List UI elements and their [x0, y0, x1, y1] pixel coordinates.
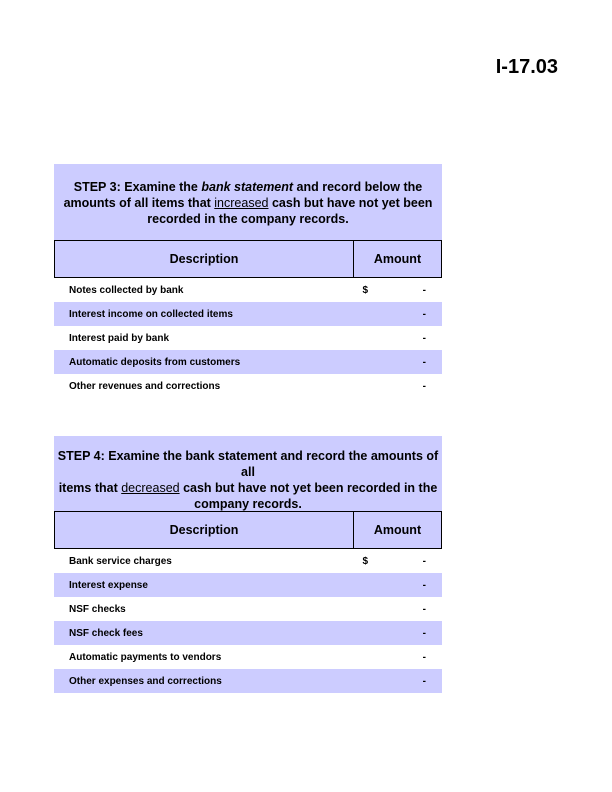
row-amount[interactable]: - — [422, 675, 426, 687]
row-currency: $ — [362, 284, 369, 296]
step4-line2: items that decreased cash but have not yet been recorded in the — [58, 481, 438, 495]
step3-section — [54, 164, 442, 398]
table-row — [54, 669, 442, 693]
step4-description-header: Description — [55, 512, 354, 548]
row-label: Interest expense — [69, 579, 148, 591]
step3-amount-header: Amount — [373, 252, 422, 266]
step3-rows — [54, 278, 442, 398]
row-amount[interactable]: - — [422, 308, 426, 320]
table-row — [54, 326, 442, 350]
row-label: Automatic deposits from customers — [69, 356, 241, 368]
row-amount[interactable]: - — [422, 332, 426, 344]
step4-amount-header: Amount — [373, 523, 422, 537]
table-row — [54, 302, 442, 326]
row-amount[interactable]: - — [422, 627, 426, 639]
row-label: Interest paid by bank — [69, 332, 170, 344]
table-row — [54, 350, 442, 374]
row-amount[interactable]: - — [422, 356, 426, 368]
step4-line3: company records. — [194, 497, 302, 511]
step3-line1: STEP 3: Examine the bank statement and record below the — [73, 180, 423, 194]
row-label: Interest income on collected items — [69, 308, 233, 320]
table-row — [54, 374, 442, 398]
row-label: Notes collected by bank — [69, 284, 184, 296]
table-row — [54, 573, 442, 597]
page-id: I-17.03 — [495, 56, 558, 78]
step3-description-header: Description — [55, 241, 354, 277]
step4-instructions — [54, 436, 442, 511]
row-label: Automatic payments to vendors — [69, 651, 222, 663]
row-amount[interactable]: - — [422, 603, 426, 615]
step3-instructions — [54, 164, 442, 240]
row-amount[interactable]: - — [422, 579, 426, 591]
row-amount[interactable]: - — [422, 555, 426, 567]
step3-line3: recorded in the company records. — [147, 212, 349, 226]
row-label: NSF checks — [69, 603, 126, 615]
table-row — [54, 549, 442, 573]
step4-table-header — [54, 511, 442, 549]
row-label: Other expenses and corrections — [69, 675, 222, 687]
step3-table-header — [54, 240, 442, 278]
row-label: Other revenues and corrections — [69, 380, 221, 392]
row-amount[interactable]: - — [422, 380, 426, 392]
row-currency: $ — [362, 555, 369, 567]
table-row — [54, 645, 442, 669]
table-row — [54, 278, 442, 302]
step3-line2: amounts of all items that increased cash but have not yet been — [63, 196, 433, 210]
step4-line1: STEP 4: Examine the bank statement and record the amounts of all — [57, 449, 439, 479]
table-row — [54, 621, 442, 645]
step4-rows — [54, 549, 442, 693]
row-label: NSF check fees — [69, 627, 143, 639]
step4-section — [54, 436, 442, 693]
row-amount[interactable]: - — [422, 284, 426, 296]
table-row — [54, 597, 442, 621]
row-amount[interactable]: - — [422, 651, 426, 663]
row-label: Bank service charges — [69, 555, 172, 567]
